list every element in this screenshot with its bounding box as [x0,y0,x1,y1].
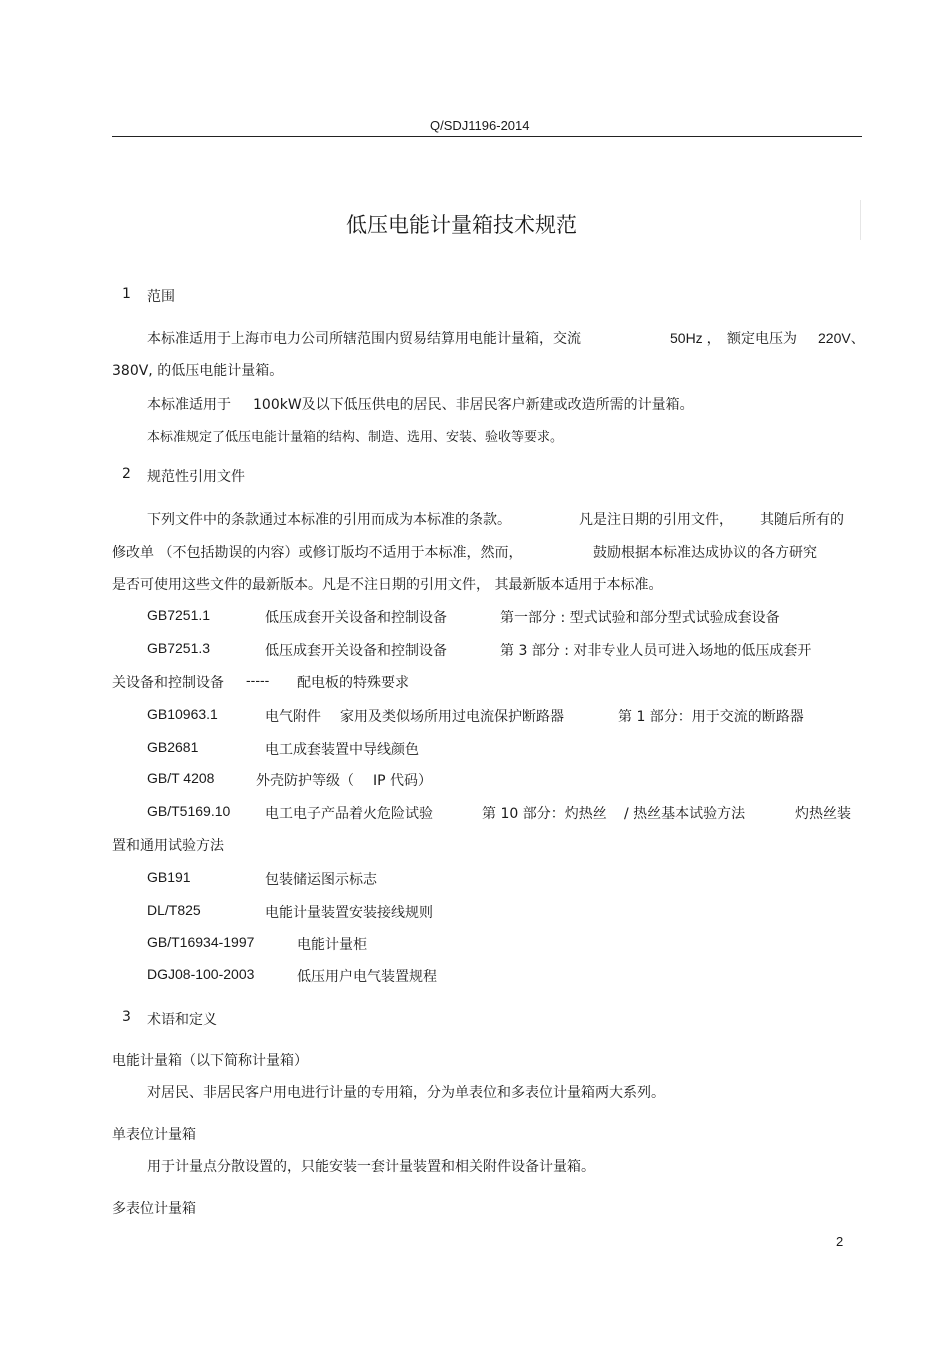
reference-title: 外壳防护等级（ [256,773,354,789]
reference-code: GB7251.3 [147,640,211,656]
reference-title: IP 代码） [373,773,433,789]
section-2-number: 2 [122,466,131,482]
reference-title: 电工电子产品着火危险试验 [265,806,433,822]
scope-text: 50Hz ， [670,330,721,346]
reference-title: 低压成套开关设备和控制设备 [265,610,447,626]
reference-title: 灼热丝装 [795,806,851,822]
reference-title: 第 1 部分：用于交流的断路器 [618,709,804,725]
reference-title: 第 10 部分：灼热丝 [482,806,607,822]
references-intro: 鼓励根据本标准达成协议的各方研究 [593,545,817,561]
reference-title: 包装储运图示标志 [265,872,377,888]
reference-title: ----- [246,672,270,688]
term-definition: 对居民、非居民客户用电进行计量的专用箱，分为单表位和多表位计量箱两大系列。 [147,1085,665,1101]
term-title: 单表位计量箱 [112,1127,196,1143]
scope-text: 本标准适用于上海市电力公司所辖范围内贸易结算用电能计量箱，交流 [147,331,581,347]
section-1-number: 1 [122,286,131,302]
reference-title: 关设备和控制设备 [112,675,224,691]
reference-title: 电气附件 [265,709,321,725]
scope-text: 380V, 的低压电能计量箱。 [112,363,284,379]
section-2-title: 规范性引用文件 [147,469,245,485]
reference-title: 低压用户电气装置规程 [297,969,437,985]
document-code: Q/SDJ1196-2014 [430,118,530,133]
scope-text: 额定电压为 [727,331,797,347]
reference-title: 配电板的特殊要求 [297,675,409,691]
document-title: 低压电能计量箱技术规范 [346,213,577,237]
reference-code: DL/T825 [147,902,201,918]
scope-text: 本标准适用于 [147,397,231,413]
reference-title: 电工成套装置中导线颜色 [265,742,419,758]
references-intro: 是否可使用这些文件的最新版本。凡是不注日期的引用文件， 其最新版本适用于本标准。 [112,577,663,593]
scope-text: 本标准规定了低压电能计量箱的结构、制造、选用、安装、验收等要求。 [147,430,564,445]
reference-code: DGJ08-100-2003 [147,966,255,982]
page-number: 2 [836,1234,844,1249]
reference-title: 电能计量柜 [297,937,367,953]
scope-text: 100kW及以下低压供电的居民、非居民客户新建或改造所需的计量箱。 [253,397,694,413]
section-3-title: 术语和定义 [147,1012,217,1028]
reference-title: 置和通用试验方法 [112,838,224,854]
reference-code: GB10963.1 [147,706,218,722]
term-title: 多表位计量箱 [112,1201,196,1217]
header-rule [112,136,862,137]
reference-title: 第一部分 : 型式试验和部分型式试验成套设备 [500,610,780,626]
reference-code: GB/T16934-1997 [147,934,255,950]
reference-code: GB/T 4208 [147,770,215,786]
references-intro: 修改单 （不包括勘误的内容）或修订版均不适用于本标准，然而， [112,545,523,561]
term-definition: 用于计量点分散设置的，只能安装一套计量装置和相关附件设备计量箱。 [147,1159,595,1175]
reference-code: GB/T5169.10 [147,803,231,819]
references-intro: 下列文件中的条款通过本标准的引用而成为本标准的条款。 [147,512,511,528]
references-intro: 其随后所有的 [760,512,844,528]
reference-code: GB191 [147,869,191,885]
reference-title: / 热丝基本试验方法 [624,806,746,822]
references-intro: 凡是注日期的引用文件， [579,512,733,528]
reference-title: 第 3 部分 : 对非专业人员可进入场地的低压成套开 [500,643,812,659]
reference-title: 家用及类似场所用过电流保护断路器 [340,709,564,725]
section-3-number: 3 [122,1009,131,1025]
margin-line [860,200,861,240]
scope-text: 220V、 [818,330,865,346]
term-title: 电能计量箱（以下简称计量箱） [112,1053,308,1069]
reference-code: GB2681 [147,739,199,755]
section-1-title: 范围 [147,289,175,305]
reference-title: 低压成套开关设备和控制设备 [265,643,447,659]
reference-code: GB7251.1 [147,607,211,623]
reference-title: 电能计量装置安装接线规则 [265,905,433,921]
